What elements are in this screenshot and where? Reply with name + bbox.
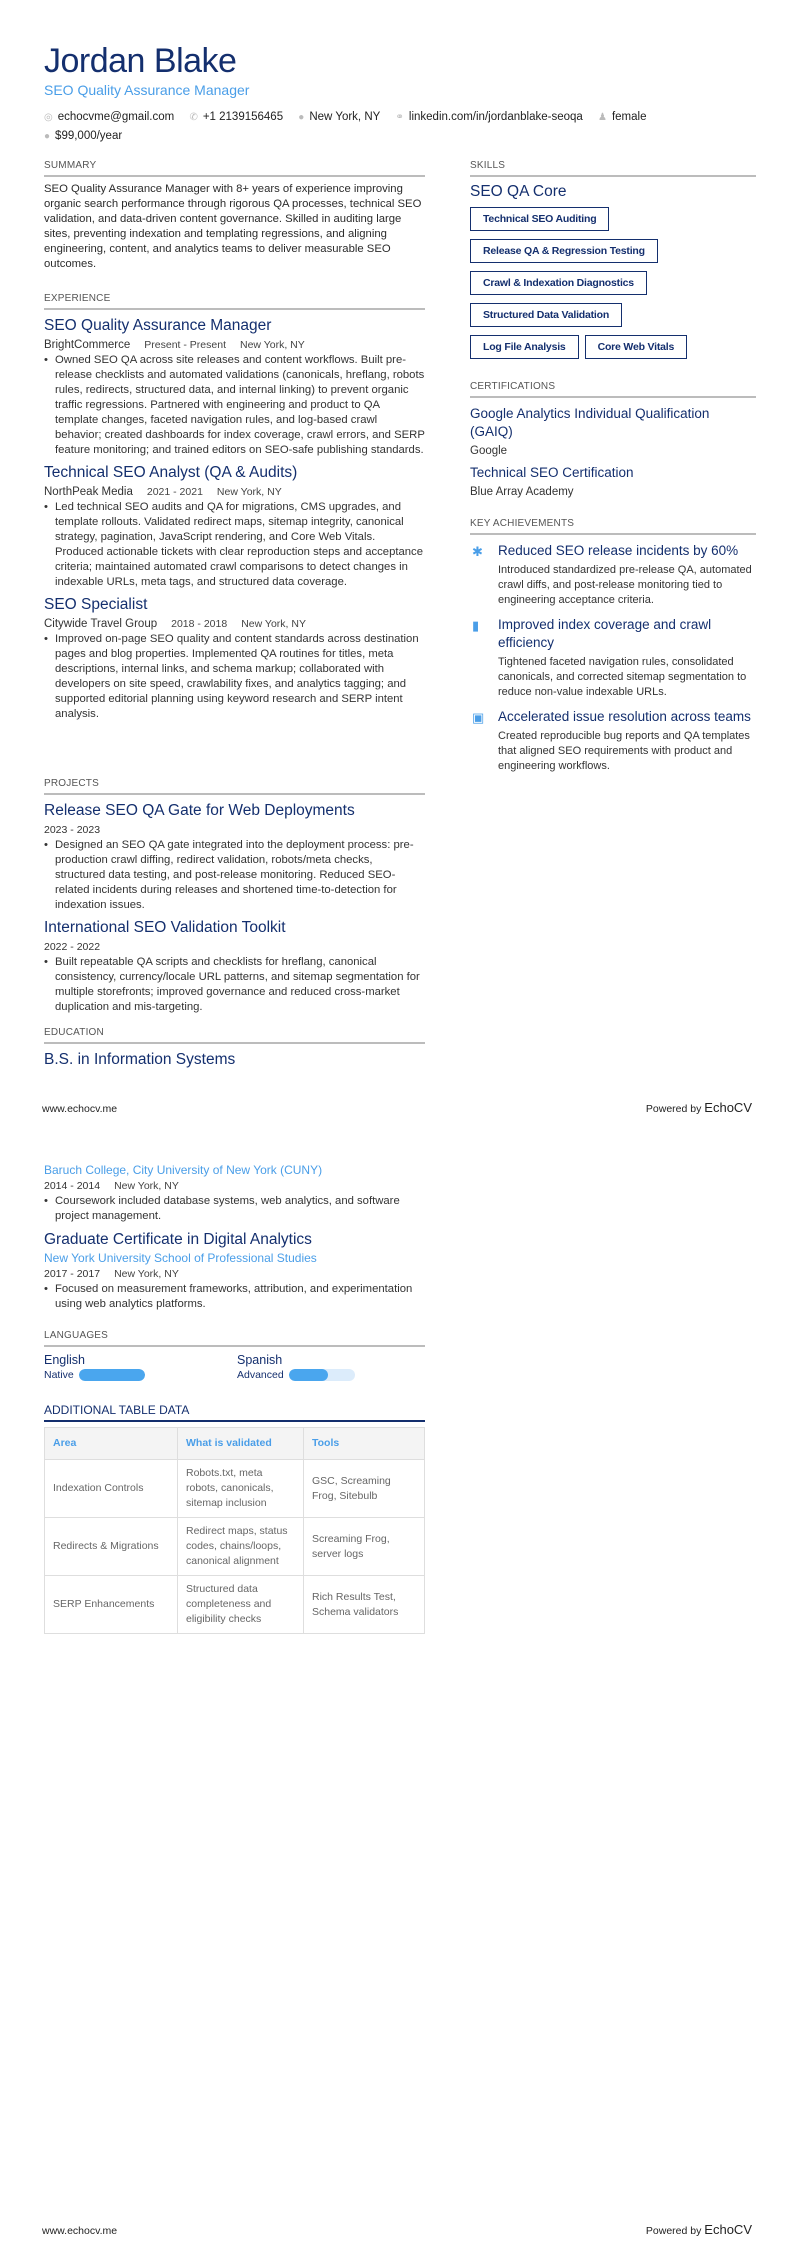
phone[interactable]: +1 2139156465 — [202, 111, 284, 123]
school: Baruch College, City University of New York (CUNY) — [44, 1163, 323, 1177]
dates: 2021 - 2021 — [146, 486, 203, 498]
achievements-section — [470, 518, 756, 782]
table-cell: GSC, Screaming Frog, Sitebulb — [304, 1460, 425, 1518]
table-heading: ADDITIONAL TABLE DATA — [44, 1403, 425, 1422]
school: New York University School of Professional Studies — [44, 1251, 317, 1265]
degree: B.S. in Information Systems — [44, 1051, 236, 1068]
project-title: Release SEO QA Gate for Web Deployments — [44, 802, 355, 819]
bullet: • Designed an SEO QA gate integrated into the deployment process: pre-production crawl diffing, redirect validation, robots/meta checks, structured data testing, and post-release monitoring. Reduced SEO-related incidents during releases and shortened time-to-detection for indexation issues. — [44, 838, 425, 913]
achievement — [470, 708, 756, 774]
table-cell: SERP Enhancements — [45, 1576, 178, 1634]
proficiency-bar — [79, 1369, 145, 1381]
skills-section — [470, 160, 756, 367]
proficiency-bar — [289, 1369, 355, 1381]
dates: 2022 - 2022 — [44, 941, 101, 953]
linkedin-link[interactable]: linkedin.com/in/jordanblake-seoqa — [408, 111, 583, 123]
dates: 2014 - 2014 — [44, 1180, 101, 1192]
brand[interactable]: EchoCV — [704, 2222, 752, 2237]
at-icon: ◎ — [44, 112, 53, 123]
salary: $99,000/year — [55, 130, 123, 142]
location: New York, NY — [239, 339, 305, 351]
section-heading: LANGUAGES — [44, 1330, 425, 1347]
achievement — [470, 616, 756, 700]
link-icon: ⚭ — [395, 112, 404, 123]
skill-tag: Structured Data Validation — [470, 303, 622, 327]
candidate-title: SEO Quality Assurance Manager — [44, 82, 250, 98]
section-heading: KEY ACHIEVEMENTS — [470, 518, 756, 535]
salary-icon: ● — [44, 131, 51, 142]
section-heading: PROJECTS — [44, 778, 425, 795]
achievement-title: Accelerated issue resolution across teams — [498, 709, 751, 724]
email[interactable]: echocvme@gmail.com — [57, 111, 175, 123]
gender: female — [611, 111, 647, 123]
footer-powered — [646, 2222, 752, 2237]
dates: 2018 - 2018 — [171, 618, 228, 630]
company: Citywide Travel Group — [44, 618, 158, 630]
table-cell: Robots.txt, meta robots, canonicals, sitemap inclusion — [178, 1460, 304, 1518]
job-title: SEO Quality Assurance Manager — [44, 317, 272, 334]
language-name: Spanish — [237, 1353, 283, 1367]
table-cell: Screaming Frog, server logs — [304, 1518, 425, 1576]
company: BrightCommerce — [44, 339, 131, 351]
table-header-row — [45, 1428, 425, 1460]
powered-by: Powered by — [645, 2225, 702, 2237]
bullet: • Improved on-page SEO quality and content standards across destination pages and blog properties. Implemented QA routines for titles, meta descriptions, internal links, and schema markup; collaborated with developers on site speed, crawlability fixes, and analytics tagging; and supported editorial planning using keyword research and SERP intent analysis. — [44, 632, 425, 722]
table-cell: Redirect maps, status codes, chains/loops, canonical alignment — [178, 1518, 304, 1576]
location-icon: ● — [298, 112, 305, 123]
language-level: Native — [44, 1369, 74, 1381]
bullet: • Built repeatable QA scripts and checklists for hreflang, canonical consistency, currency/locale URL patterns, and sitemap segmentation for multiple storefronts; improved governance and reduced cross-market duplication and mis-targeting. — [44, 955, 425, 1015]
skill-tag: Core Web Vitals — [585, 335, 688, 359]
skill-tag: Technical SEO Auditing — [470, 207, 609, 231]
bullet: • Coursework included database systems, web analytics, and software project management. — [44, 1194, 425, 1224]
section-heading: CERTIFICATIONS — [470, 381, 756, 398]
skill-tag: Release QA & Regression Testing — [470, 239, 658, 263]
column-header: What is validated — [178, 1428, 304, 1460]
contact-list — [44, 108, 764, 146]
language-item — [44, 1353, 237, 1381]
job-entry — [44, 595, 425, 722]
language-item — [237, 1353, 355, 1381]
cert-issuer: Google — [470, 445, 508, 457]
footer-site[interactable]: www.echocv.me — [42, 2225, 118, 2237]
skill-tag: Crawl & Indexation Diagnostics — [470, 271, 647, 295]
table-cell: Redirects & Migrations — [45, 1518, 178, 1576]
education-section — [44, 1027, 425, 1070]
cert-issuer: Blue Array Academy — [470, 486, 574, 498]
location: New York, NY — [241, 618, 306, 630]
certifications-section — [470, 381, 756, 498]
project-entry — [44, 918, 425, 1015]
summary-text: SEO Quality Assurance Manager with 8+ years of experience improving organic search performance through rigorous QA processes, technical SEO validation, and data-driven content governance. Skilled in auditing large sites, preventing indexation and templating regressions, and aligning engineering, content, and analytics teams to deliver measurable SEO outcomes. — [44, 183, 422, 270]
cert-name: Google Analytics Individual Qualification (GAIQ) — [470, 406, 710, 439]
job-title: Technical SEO Analyst (QA & Audits) — [44, 464, 298, 481]
bug-icon: ✱ — [472, 544, 483, 559]
brand[interactable]: EchoCV — [704, 1100, 752, 1115]
skill-tags — [470, 207, 756, 367]
additional-table-section — [44, 1403, 425, 1634]
validation-table — [44, 1427, 425, 1634]
chip-icon: ▣ — [472, 710, 485, 725]
table-cell: Rich Results Test, Schema validators — [304, 1576, 425, 1634]
experience-section — [44, 293, 425, 722]
column-header: Tools — [304, 1428, 425, 1460]
project-entry — [44, 801, 425, 913]
section-heading: EDUCATION — [44, 1027, 425, 1044]
company: NorthPeak Media — [44, 486, 133, 498]
footer-site[interactable]: www.echocv.me — [42, 1103, 118, 1115]
location: New York, NY — [114, 1268, 179, 1280]
language-name: English — [44, 1353, 85, 1367]
column-header: Area — [45, 1428, 178, 1460]
dates: 2017 - 2017 — [44, 1268, 101, 1280]
candidate-name: Jordan Blake — [44, 42, 237, 80]
location: New York, NY — [216, 486, 282, 498]
table-row — [45, 1460, 425, 1518]
table-row — [45, 1518, 425, 1576]
achievement-title: Reduced SEO release incidents by 60% — [498, 543, 739, 558]
job-title: SEO Specialist — [44, 596, 148, 613]
achievement-desc: Tightened faceted navigation rules, consolidated canonicals, and corrected sitemap segmentation to reduce non-value indexable URLs. — [498, 656, 747, 698]
achievement-title: Improved index coverage and crawl efficiency — [498, 617, 712, 650]
dates: 2023 - 2023 — [44, 824, 101, 836]
powered-by: Powered by — [645, 1103, 702, 1115]
skill-tag: Log File Analysis — [470, 335, 579, 359]
language-level: Advanced — [237, 1369, 284, 1381]
footer-powered — [646, 1100, 752, 1115]
project-title: International SEO Validation Toolkit — [44, 919, 286, 936]
bullet: • Owned SEO QA across site releases and content workflows. Built pre-release checklists and automated validations (canonicals, hreflang, robots rules, redirects, structured data, and internal linking) to prevent organic traffic regressions. Partnered with engineering and product to QA template changes, faceted navigation rules, and log-based crawl behavior; created dashboards for index coverage, crawl errors, and SERP feature monitoring; and trained editors on SEO-safe publishing standards. — [44, 353, 425, 458]
bullet: • Focused on measurement frameworks, attribution, and experimentation using web analytics platforms. — [44, 1282, 425, 1312]
bullet: • Led technical SEO audits and QA for migrations, CMS upgrades, and template rollouts. Validated redirect maps, sitemap integrity, canonical strategy, pagination, JavaScript rendering, and Core Web Vitals. Produced actionable tickets with clear reproduction steps and acceptance criteria; maintained automated crawl comparisons to detect changes in indexable URLs, meta tags, and structured data coverage. — [44, 500, 425, 590]
location: New York, NY — [114, 1180, 179, 1192]
location: New York, NY — [309, 111, 381, 123]
document-icon: ▮ — [472, 618, 480, 633]
summary-section — [44, 160, 425, 272]
achievement-desc: Introduced standardized pre-release QA, automated crawl diffs, and post-release monitoring tied to engineering acceptance criteria. — [498, 564, 752, 606]
education-continued — [44, 1162, 425, 1312]
person-icon: ♟ — [597, 112, 607, 123]
dates: Present - Present — [144, 339, 226, 351]
achievement — [470, 542, 756, 608]
projects-section — [44, 778, 425, 1015]
phone-icon: ✆ — [189, 112, 198, 123]
table-cell: Indexation Controls — [45, 1460, 178, 1518]
job-entry — [44, 316, 425, 458]
section-heading: SUMMARY — [44, 160, 425, 177]
cert-name: Technical SEO Certification — [470, 465, 634, 480]
table-row — [45, 1576, 425, 1634]
job-entry — [44, 463, 425, 590]
degree: Graduate Certificate in Digital Analytics — [44, 1231, 312, 1248]
section-heading: EXPERIENCE — [44, 293, 425, 310]
skill-group: SEO QA Core — [470, 183, 567, 200]
languages-section — [44, 1330, 425, 1381]
achievement-desc: Created reproducible bug reports and QA templates that aligned SEO requirements with product and engineering workflows. — [498, 730, 750, 772]
section-heading: SKILLS — [470, 160, 756, 177]
table-cell: Structured data completeness and eligibility checks — [178, 1576, 304, 1634]
